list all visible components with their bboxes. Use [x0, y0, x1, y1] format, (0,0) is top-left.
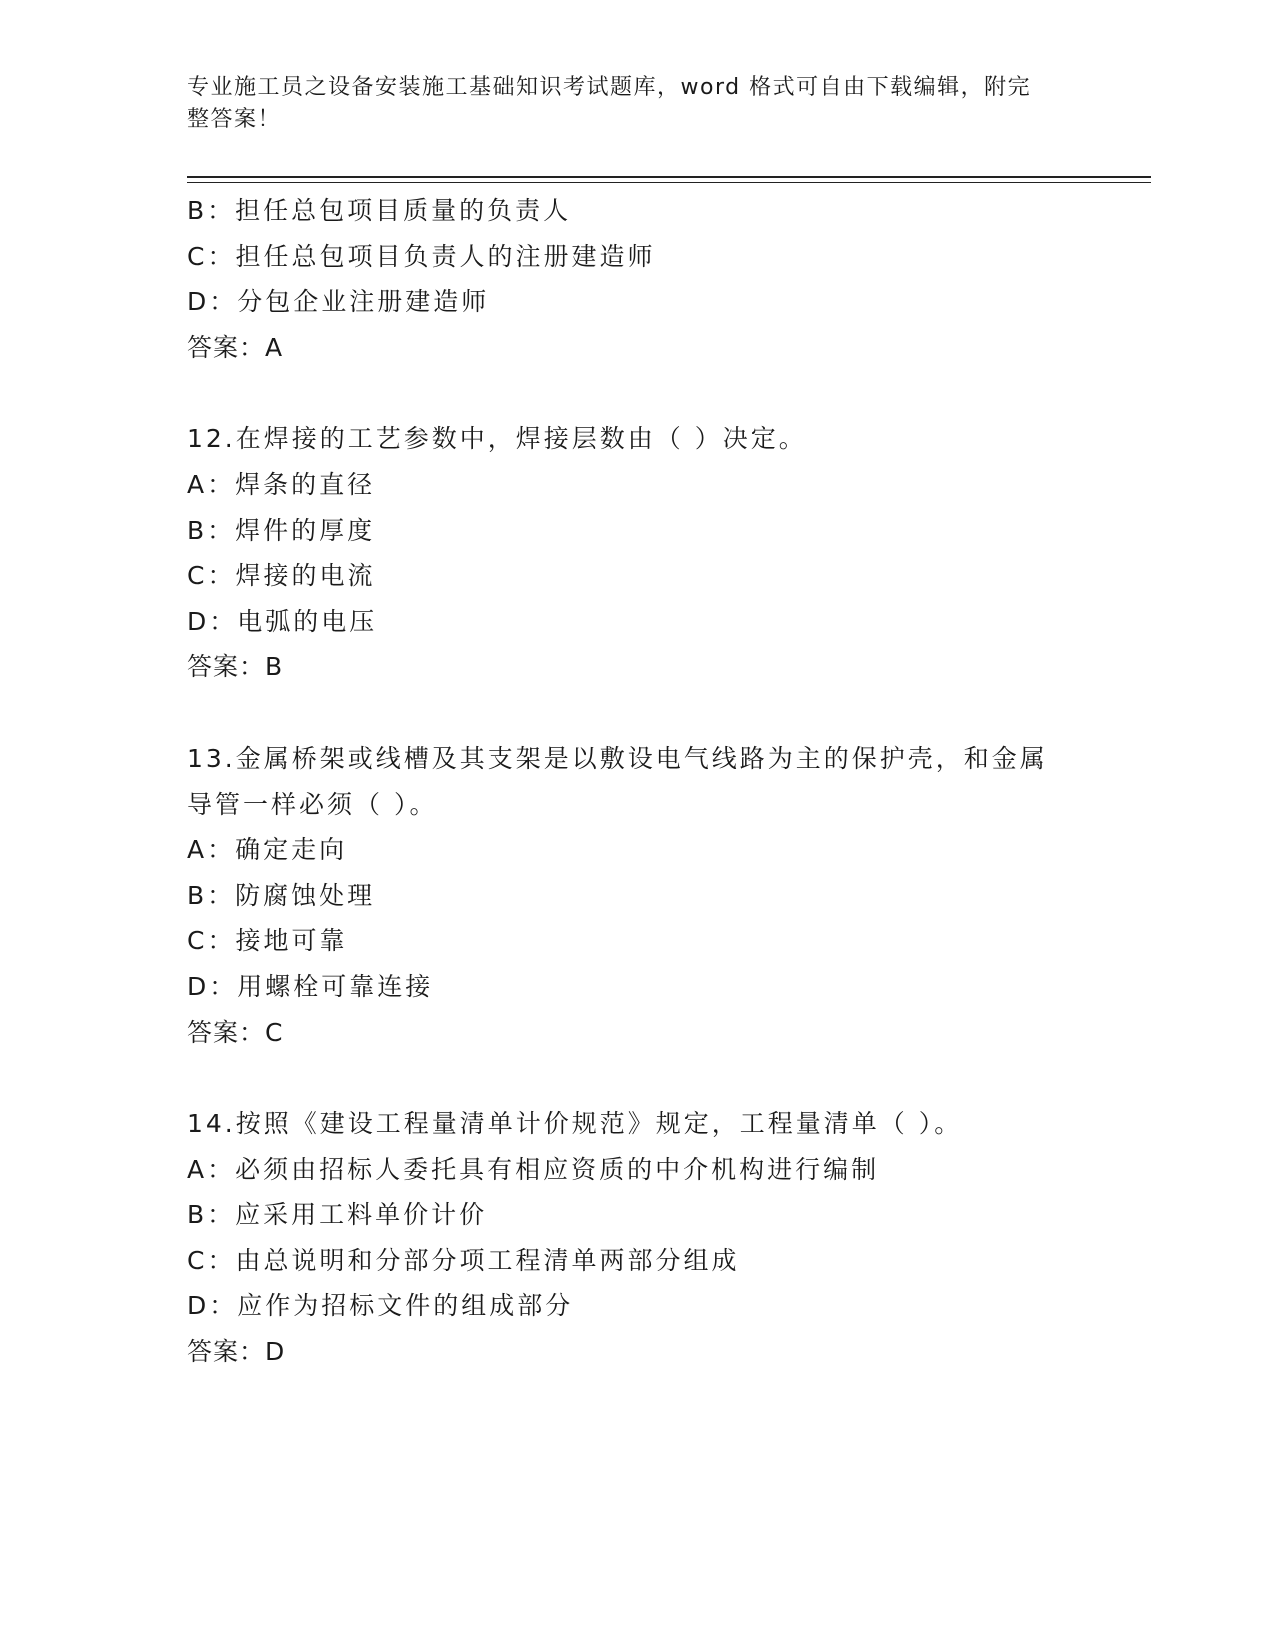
answer-line: 答案：A	[187, 332, 284, 362]
option-b: B：担任总包项目质量的负责人	[187, 196, 572, 225]
option-d: D：电弧的电压	[187, 606, 378, 636]
answer-line: 答案：C	[187, 1017, 284, 1047]
question-14	[187, 1101, 1087, 1375]
question-13	[187, 736, 1087, 1055]
header-divider-thick	[187, 176, 1151, 178]
option-b: B：应采用工料单价计价	[187, 1200, 488, 1230]
option-c: C：接地可靠	[187, 926, 348, 956]
option-b: B：焊件的厚度	[187, 515, 376, 545]
question-11-continued	[187, 188, 1087, 370]
option-d: D：分包企业注册建造师	[187, 287, 490, 317]
answer-line: 答案：B	[187, 652, 284, 682]
option-b: B：防腐蚀处理	[187, 880, 376, 910]
header-divider-thin	[187, 182, 1151, 183]
option-d: D：用螺栓可靠连接	[187, 971, 434, 1001]
option-a: A：焊条的直径	[187, 469, 376, 499]
question-stem-line-2: 导管一样必须（ ）。	[187, 789, 438, 819]
question-stem-line-1: 13.金属桥架或线槽及其支架是以敷设电气线路为主的保护壳，和金属	[187, 743, 1048, 773]
question-stem: 12.在焊接的工艺参数中，焊接层数由（ ）决定。	[187, 424, 807, 454]
option-a: A：确定走向	[187, 835, 348, 865]
option-c: C：焊接的电流	[187, 561, 376, 591]
option-c: C：担任总包项目负责人的注册建造师	[187, 241, 656, 271]
header-line-1: 专业施工员之设备安装施工基础知识考试题库，word 格式可自由下载编辑，附完	[187, 75, 1032, 100]
question-stem: 14.按照《建设工程量清单计价规范》规定，工程量清单（ ）。	[187, 1109, 963, 1139]
option-a: A：必须由招标人委托具有相应资质的中介机构进行编制	[187, 1154, 880, 1184]
header-line-2: 整答案！	[187, 107, 282, 132]
option-d: D：应作为招标文件的组成部分	[187, 1291, 574, 1321]
option-c: C：由总说明和分部分项工程清单两部分组成	[187, 1245, 740, 1275]
question-12	[187, 416, 1087, 690]
question-list	[187, 188, 1087, 1375]
answer-line: 答案：D	[187, 1337, 286, 1367]
document-header	[187, 72, 1067, 136]
